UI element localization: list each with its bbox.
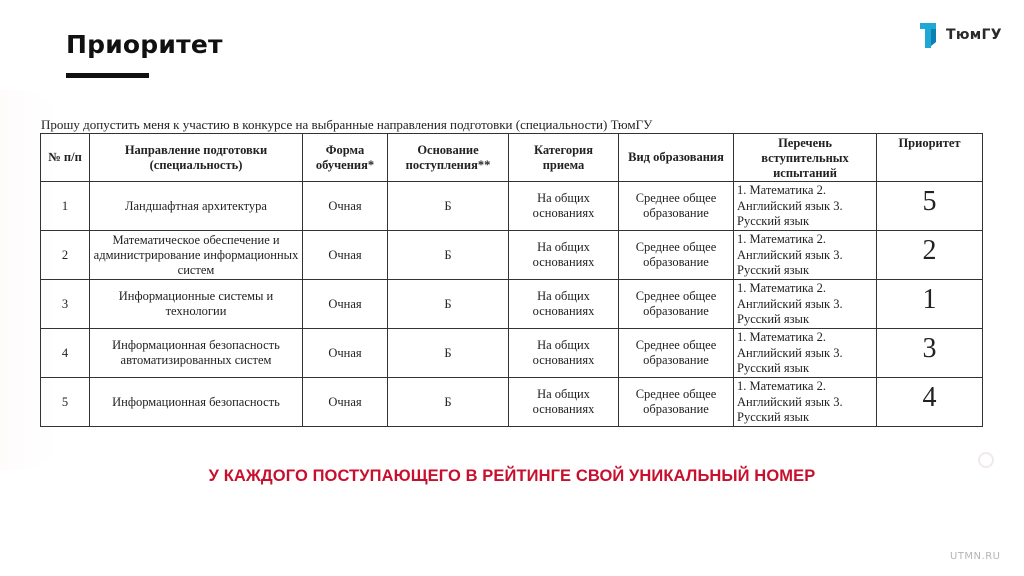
cell-num: 2 (41, 231, 90, 280)
cell-education: Среднее общее образование (619, 378, 734, 427)
cell-direction: Математическое обеспечение и администрирование информационных систем (90, 231, 303, 280)
cell-category: На общих основаниях (509, 231, 619, 280)
cell-education: Среднее общее образование (619, 280, 734, 329)
cell-form: Очная (303, 231, 388, 280)
header-category: Категория приема (509, 134, 619, 182)
header-education: Вид образования (619, 134, 734, 182)
cell-education: Среднее общее образование (619, 182, 734, 231)
cell-num: 4 (41, 329, 90, 378)
cell-education: Среднее общее образование (619, 329, 734, 378)
cell-form: Очная (303, 280, 388, 329)
cell-exams: 1. Математика 2. Английский язык 3. Русский язык (734, 329, 877, 378)
cell-exams: 1. Математика 2. Английский язык 3. Русский язык (734, 280, 877, 329)
table-row (41, 280, 983, 329)
header-form: Форма обучения* (303, 134, 388, 182)
cell-basis: Б (388, 329, 509, 378)
table-header-row (41, 134, 983, 182)
cell-basis: Б (388, 378, 509, 427)
slide-title: Приоритет (66, 30, 223, 59)
cell-exams: 1. Математика 2. Английский язык 3. Русский язык (734, 182, 877, 231)
table-row (41, 182, 983, 231)
cell-direction: Ландшафтная архитектура (90, 182, 303, 231)
utmn-logo (918, 20, 1002, 50)
table-row (41, 329, 983, 378)
cell-exams: 1. Математика 2. Английский язык 3. Русский язык (734, 378, 877, 427)
cell-basis: Б (388, 231, 509, 280)
cell-category: На общих основаниях (509, 329, 619, 378)
header-exams: Перечень вступительных испытаний (734, 134, 877, 182)
priority-table (40, 133, 983, 427)
slogan-text: У КАЖДОГО ПОСТУПАЮЩЕГО В РЕЙТИНГЕ СВОЙ УНИКАЛЬНЫЙ НОМЕР (208, 467, 816, 485)
cell-basis: Б (388, 182, 509, 231)
cell-priority: 3 (877, 329, 983, 378)
header-direction: Направление подготовки (специальность) (90, 134, 303, 182)
decorative-circle (978, 452, 994, 468)
cell-priority: 4 (877, 378, 983, 427)
table-row (41, 231, 983, 280)
website-url: UTMN.RU (950, 551, 1001, 562)
cell-category: На общих основаниях (509, 182, 619, 231)
cell-form: Очная (303, 182, 388, 231)
cell-form: Очная (303, 329, 388, 378)
cell-category: На общих основаниях (509, 280, 619, 329)
application-intro-text: Прошу допустить меня к участию в конкурсе на выбранные направления подготовки (специальности) ТюмГУ (41, 117, 653, 132)
table-row (41, 378, 983, 427)
header-basis: Основание поступления** (388, 134, 509, 182)
utmn-logo-icon (918, 20, 940, 50)
cell-direction: Информационная безопасность автоматизированных систем (90, 329, 303, 378)
title-underline (66, 73, 149, 78)
cell-priority: 2 (877, 231, 983, 280)
cell-num: 1 (41, 182, 90, 231)
cell-num: 5 (41, 378, 90, 427)
cell-num: 3 (41, 280, 90, 329)
header-priority: Приоритет (877, 134, 983, 182)
cell-priority: 5 (877, 182, 983, 231)
logo-text: ТюмГУ (946, 27, 1002, 43)
cell-priority: 1 (877, 280, 983, 329)
cell-category: На общих основаниях (509, 378, 619, 427)
cell-basis: Б (388, 280, 509, 329)
cell-direction: Информационная безопасность (90, 378, 303, 427)
cell-form: Очная (303, 378, 388, 427)
cell-direction: Информационные системы и технологии (90, 280, 303, 329)
header-num: № п/п (41, 134, 90, 182)
cell-exams: 1. Математика 2. Английский язык 3. Русский язык (734, 231, 877, 280)
cell-education: Среднее общее образование (619, 231, 734, 280)
